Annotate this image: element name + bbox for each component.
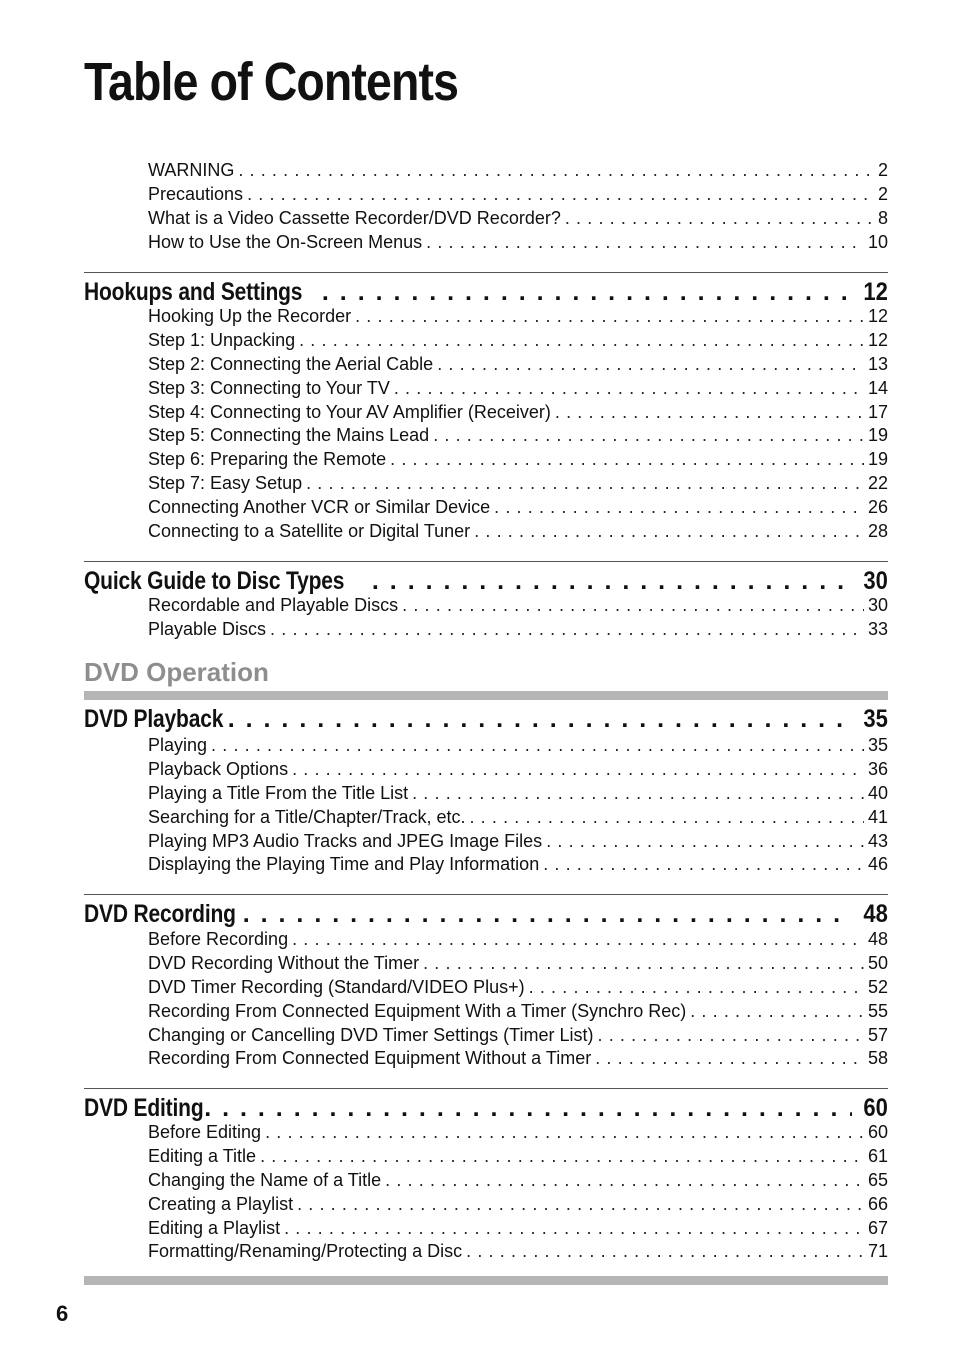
toc-entry[interactable]	[148, 1240, 888, 1264]
entry-page: 19	[867, 449, 888, 470]
entry-page: 60	[867, 1122, 888, 1142]
heading-page: 48	[863, 900, 888, 928]
entry-page: 58	[867, 1048, 888, 1069]
entry-label: Step 6: Preparing the Remote	[148, 449, 387, 470]
entry-page: 61	[867, 1145, 888, 1166]
dot-leader	[543, 853, 864, 877]
entry-label: Creating a Playlist	[148, 1193, 294, 1214]
entry-page: 12	[867, 329, 888, 350]
entry-page: 36	[867, 758, 888, 779]
entry-page: 28	[867, 521, 888, 542]
dot-leader	[238, 159, 874, 183]
section-hookups	[84, 272, 888, 308]
entry-label: Precautions	[148, 183, 244, 204]
toc-entry[interactable]	[148, 976, 888, 1000]
toc-entry[interactable]	[148, 401, 888, 425]
section-heading[interactable]	[84, 703, 888, 735]
dot-leader	[598, 1024, 864, 1048]
dot-leader	[284, 1217, 864, 1241]
entry-page: 40	[867, 782, 888, 803]
dot-leader	[469, 806, 863, 830]
section-heading[interactable]	[84, 1092, 888, 1124]
section-heading[interactable]	[84, 276, 888, 308]
entry-page: 71	[867, 1241, 888, 1262]
toc-entry[interactable]	[148, 806, 888, 830]
dot-leader	[385, 1169, 864, 1193]
thick-divider	[84, 691, 888, 700]
entry-page: 65	[867, 1169, 888, 1190]
entry-label: Step 2: Connecting the Aerial Cable	[148, 353, 434, 374]
toc-entry[interactable]	[148, 952, 888, 976]
toc-entry[interactable]	[148, 1217, 888, 1241]
toc-entry[interactable]	[148, 424, 888, 448]
entry-label: Connecting Another VCR or Similar Device	[148, 497, 491, 518]
dot-leader	[426, 231, 864, 255]
dot-leader	[390, 448, 864, 472]
toc-entry[interactable]	[148, 496, 888, 520]
toc-entry[interactable]	[148, 472, 888, 496]
entry-page: 17	[867, 401, 888, 422]
toc-entry[interactable]	[148, 1024, 888, 1048]
entry-label: Step 1: Unpacking	[148, 329, 296, 350]
section-heading[interactable]	[84, 565, 888, 597]
entry-label: Recording From Connected Equipment With a Timer (Synchro Rec)	[148, 1000, 687, 1021]
entry-label: Step 5: Connecting the Mains Lead	[148, 425, 430, 446]
toc-entry[interactable]	[148, 1145, 888, 1169]
dot-leader	[355, 305, 864, 329]
entry-label: Changing the Name of a Title	[148, 1169, 382, 1190]
dot-leader	[247, 183, 874, 207]
entry-page: 10	[867, 231, 888, 252]
heading-page: 12	[863, 278, 888, 306]
heading-label: DVD Recording	[84, 900, 236, 928]
page-title: Table of Contents	[84, 52, 459, 112]
dot-leader	[306, 472, 864, 496]
entry-label: How to Use the On-Screen Menus	[148, 231, 423, 252]
entry-page: 43	[867, 830, 888, 851]
entry-label: Connecting to a Satellite or Digital Tuner	[148, 521, 471, 542]
bottom-divider	[84, 1276, 888, 1285]
entry-label: Step 3: Connecting to Your TV	[148, 377, 390, 398]
entry-label: Playback Options	[148, 758, 289, 779]
entry-page: 12	[867, 306, 888, 326]
entry-page: 46	[867, 854, 888, 875]
entry-label: Searching for a Title/Chapter/Track, etc.	[148, 806, 466, 827]
dot-leader	[228, 703, 852, 735]
entry-page: 41	[867, 806, 888, 827]
entry-label: WARNING	[148, 160, 235, 180]
toc-entry[interactable]	[148, 377, 888, 401]
entry-page: 19	[867, 425, 888, 446]
entry-label: DVD Recording Without the Timer	[148, 952, 420, 973]
intro-entries	[148, 159, 888, 255]
entry-label: Playing	[148, 735, 208, 755]
dot-leader	[297, 1193, 864, 1217]
dot-leader	[204, 1092, 852, 1124]
toc-entry[interactable]	[148, 830, 888, 854]
entry-page: 13	[867, 353, 888, 374]
dot-leader	[466, 1240, 864, 1264]
entry-page: 67	[867, 1217, 888, 1238]
entry-label: Playing MP3 Audio Tracks and JPEG Image Files	[148, 830, 543, 851]
entry-label: Playable Discs	[148, 618, 267, 639]
heading-page: 30	[863, 567, 888, 595]
heading-label: Quick Guide to Disc Types	[84, 567, 345, 595]
entry-label: Displaying the Playing Time and Play Information	[148, 854, 540, 875]
entry-page: 8	[877, 207, 888, 228]
heading-label: Hookups and Settings	[84, 278, 303, 306]
dot-leader	[546, 830, 864, 854]
quick-guide-entries	[148, 594, 888, 642]
entry-label: Recording From Connected Equipment Without a Timer	[148, 1048, 592, 1069]
dot-leader	[690, 1000, 864, 1024]
toc-entry[interactable]	[148, 782, 888, 806]
entry-label: Playing a Title From the Title List	[148, 782, 409, 803]
section-editing	[84, 1088, 888, 1124]
toc-entry-what-is-vcr-dvd[interactable]	[148, 207, 888, 231]
toc-entry[interactable]	[148, 758, 888, 782]
toc-entry[interactable]	[148, 594, 888, 618]
dot-leader	[260, 1145, 864, 1169]
entry-page: 48	[867, 929, 888, 949]
entry-label: Hooking Up the Recorder	[148, 306, 352, 326]
entry-page: 2	[877, 183, 888, 204]
toc-entry[interactable]	[148, 1193, 888, 1217]
entry-label: Editing a Playlist	[148, 1217, 281, 1238]
toc-entry[interactable]	[148, 305, 888, 329]
entry-label: Recordable and Playable Discs	[148, 595, 399, 615]
page-number: 6	[56, 1301, 69, 1326]
entry-page: 35	[867, 735, 888, 755]
section-divider	[84, 894, 888, 895]
section-heading[interactable]	[84, 898, 888, 930]
toc-entry[interactable]	[148, 1047, 888, 1071]
entry-label: Changing or Cancelling DVD Timer Settings (Timer List)	[148, 1024, 594, 1045]
dot-leader	[292, 928, 864, 952]
part-title: DVD Operation	[84, 657, 269, 687]
dot-leader	[292, 758, 864, 782]
hookups-entries	[148, 305, 888, 544]
entry-label: Before Recording	[148, 929, 289, 949]
entry-page: 33	[867, 618, 888, 639]
dot-leader	[555, 401, 864, 425]
toc-entry[interactable]	[148, 618, 888, 642]
entry-page: 50	[867, 952, 888, 973]
dot-leader	[412, 782, 864, 806]
dot-leader	[474, 520, 864, 544]
dot-leader	[394, 377, 864, 401]
entry-page: 52	[867, 976, 888, 997]
toc-entry[interactable]	[148, 853, 888, 877]
section-divider	[84, 1088, 888, 1089]
toc-entry[interactable]	[148, 1000, 888, 1024]
section-divider	[84, 561, 888, 562]
toc-entry[interactable]	[148, 448, 888, 472]
toc-entry[interactable]	[148, 329, 888, 353]
dot-leader	[402, 594, 864, 618]
section-playback	[84, 700, 888, 735]
toc-entry[interactable]	[148, 734, 888, 758]
section-divider	[84, 272, 888, 273]
heading-page: 35	[863, 705, 888, 733]
toc-entry-precautions[interactable]	[148, 183, 888, 207]
dot-leader	[437, 353, 864, 377]
heading-page: 60	[863, 1094, 888, 1122]
dot-leader	[565, 207, 874, 231]
entry-label: Formatting/Renaming/Protecting a Disc	[148, 1241, 463, 1262]
dot-leader	[270, 618, 864, 642]
entry-label: Editing a Title	[148, 1145, 257, 1166]
dot-leader	[494, 496, 864, 520]
dot-leader	[423, 952, 864, 976]
recording-entries	[148, 928, 888, 1071]
entry-page: 66	[867, 1193, 888, 1214]
entry-page: 30	[867, 595, 888, 615]
toc-entry[interactable]	[148, 353, 888, 377]
toc-entry-on-screen-menus[interactable]	[148, 231, 888, 255]
dot-leader	[211, 734, 864, 758]
entry-page: 26	[867, 497, 888, 518]
entry-page: 14	[867, 377, 888, 398]
entry-page: 22	[867, 473, 888, 494]
dot-leader	[322, 276, 852, 308]
section-recording	[84, 894, 888, 930]
toc-entry[interactable]	[148, 928, 888, 952]
dot-leader	[529, 976, 864, 1000]
editing-entries	[148, 1121, 888, 1264]
toc-entry[interactable]	[148, 520, 888, 544]
entry-page: 55	[867, 1000, 888, 1021]
dot-leader	[433, 424, 864, 448]
entry-label: What is a Video Cassette Recorder/DVD Recorder?	[148, 207, 561, 228]
section-quick-guide	[84, 561, 888, 597]
playback-entries	[148, 734, 888, 877]
dot-leader	[372, 565, 852, 597]
heading-label: DVD Playback	[84, 705, 224, 733]
toc-entry-warning[interactable]	[148, 159, 888, 183]
dot-leader	[265, 1121, 864, 1145]
entry-label: DVD Timer Recording (Standard/VIDEO Plus+)	[148, 976, 525, 997]
entry-page: 2	[877, 160, 888, 180]
entry-label: Step 4: Connecting to Your AV Amplifier (Receiver)	[148, 401, 551, 422]
part-divider	[84, 691, 888, 700]
entry-page: 57	[867, 1024, 888, 1045]
toc-entry[interactable]	[148, 1169, 888, 1193]
entry-label: Step 7: Easy Setup	[148, 473, 303, 494]
dot-leader	[595, 1047, 864, 1071]
dot-leader	[243, 898, 852, 930]
heading-label: DVD Editing	[84, 1094, 204, 1122]
entry-label: Before Editing	[148, 1122, 262, 1142]
toc-entry[interactable]	[148, 1121, 888, 1145]
dot-leader	[299, 329, 864, 353]
